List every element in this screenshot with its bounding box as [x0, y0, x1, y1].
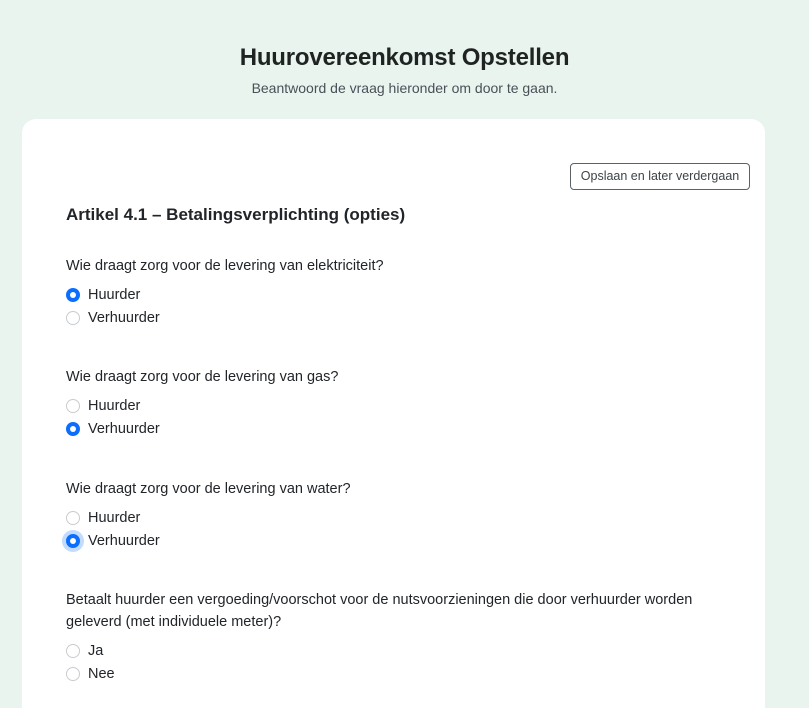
radio-group-gas [66, 394, 726, 440]
option-label: Verhuurder [88, 532, 160, 549]
question-label: Betaalt huurder een vergoeding/voorschot voor de nutsvoorzieningen die door verhuurder worden geleverd (met individuele meter)? [66, 592, 693, 630]
question-label: Wie draagt zorg voor de levering van water? [66, 481, 351, 497]
option-verhuurder[interactable] [66, 306, 726, 329]
option-huurder[interactable] [66, 283, 726, 306]
option-label: Huurder [88, 286, 141, 303]
page-subtitle: Beantwoord de vraag hieronder om door te gaan. [251, 80, 558, 96]
question-gas [66, 366, 726, 440]
radio-button[interactable] [66, 288, 80, 302]
radio-button[interactable] [66, 422, 80, 436]
save-and-continue-later-button[interactable]: Opslaan en later verdergaan [570, 163, 750, 190]
section-title: Artikel 4.1 – Betalingsverplichting (opties) [66, 205, 406, 224]
option-label: Ja [88, 642, 104, 659]
option-huurder[interactable] [66, 394, 726, 417]
radio-group-water [66, 506, 726, 552]
radio-button[interactable] [66, 311, 80, 325]
option-nee[interactable] [66, 662, 726, 685]
page-header [0, 0, 809, 97]
radio-group-electricity [66, 283, 726, 329]
radio-group-utility-fee [66, 639, 726, 685]
option-label: Verhuurder [88, 420, 160, 437]
option-label: Verhuurder [88, 309, 160, 326]
option-huurder[interactable] [66, 506, 726, 529]
page-title: Huurovereenkomst Opstellen [239, 44, 570, 71]
option-label: Huurder [88, 509, 141, 526]
option-ja[interactable] [66, 639, 726, 662]
option-label: Nee [88, 665, 115, 682]
option-verhuurder[interactable] [66, 417, 726, 440]
radio-button[interactable] [66, 534, 80, 548]
option-label: Huurder [88, 397, 141, 414]
option-verhuurder[interactable] [66, 529, 726, 552]
radio-button[interactable] [66, 667, 80, 681]
question-label: Wie draagt zorg voor de levering van elektriciteit? [66, 258, 384, 274]
radio-button[interactable] [66, 399, 80, 413]
radio-button[interactable] [66, 644, 80, 658]
question-label: Wie draagt zorg voor de levering van gas? [66, 369, 339, 385]
radio-button[interactable] [66, 511, 80, 525]
form-card [22, 119, 765, 708]
question-utility-fee [66, 589, 726, 685]
question-electricity [66, 255, 726, 329]
question-water [66, 478, 726, 552]
